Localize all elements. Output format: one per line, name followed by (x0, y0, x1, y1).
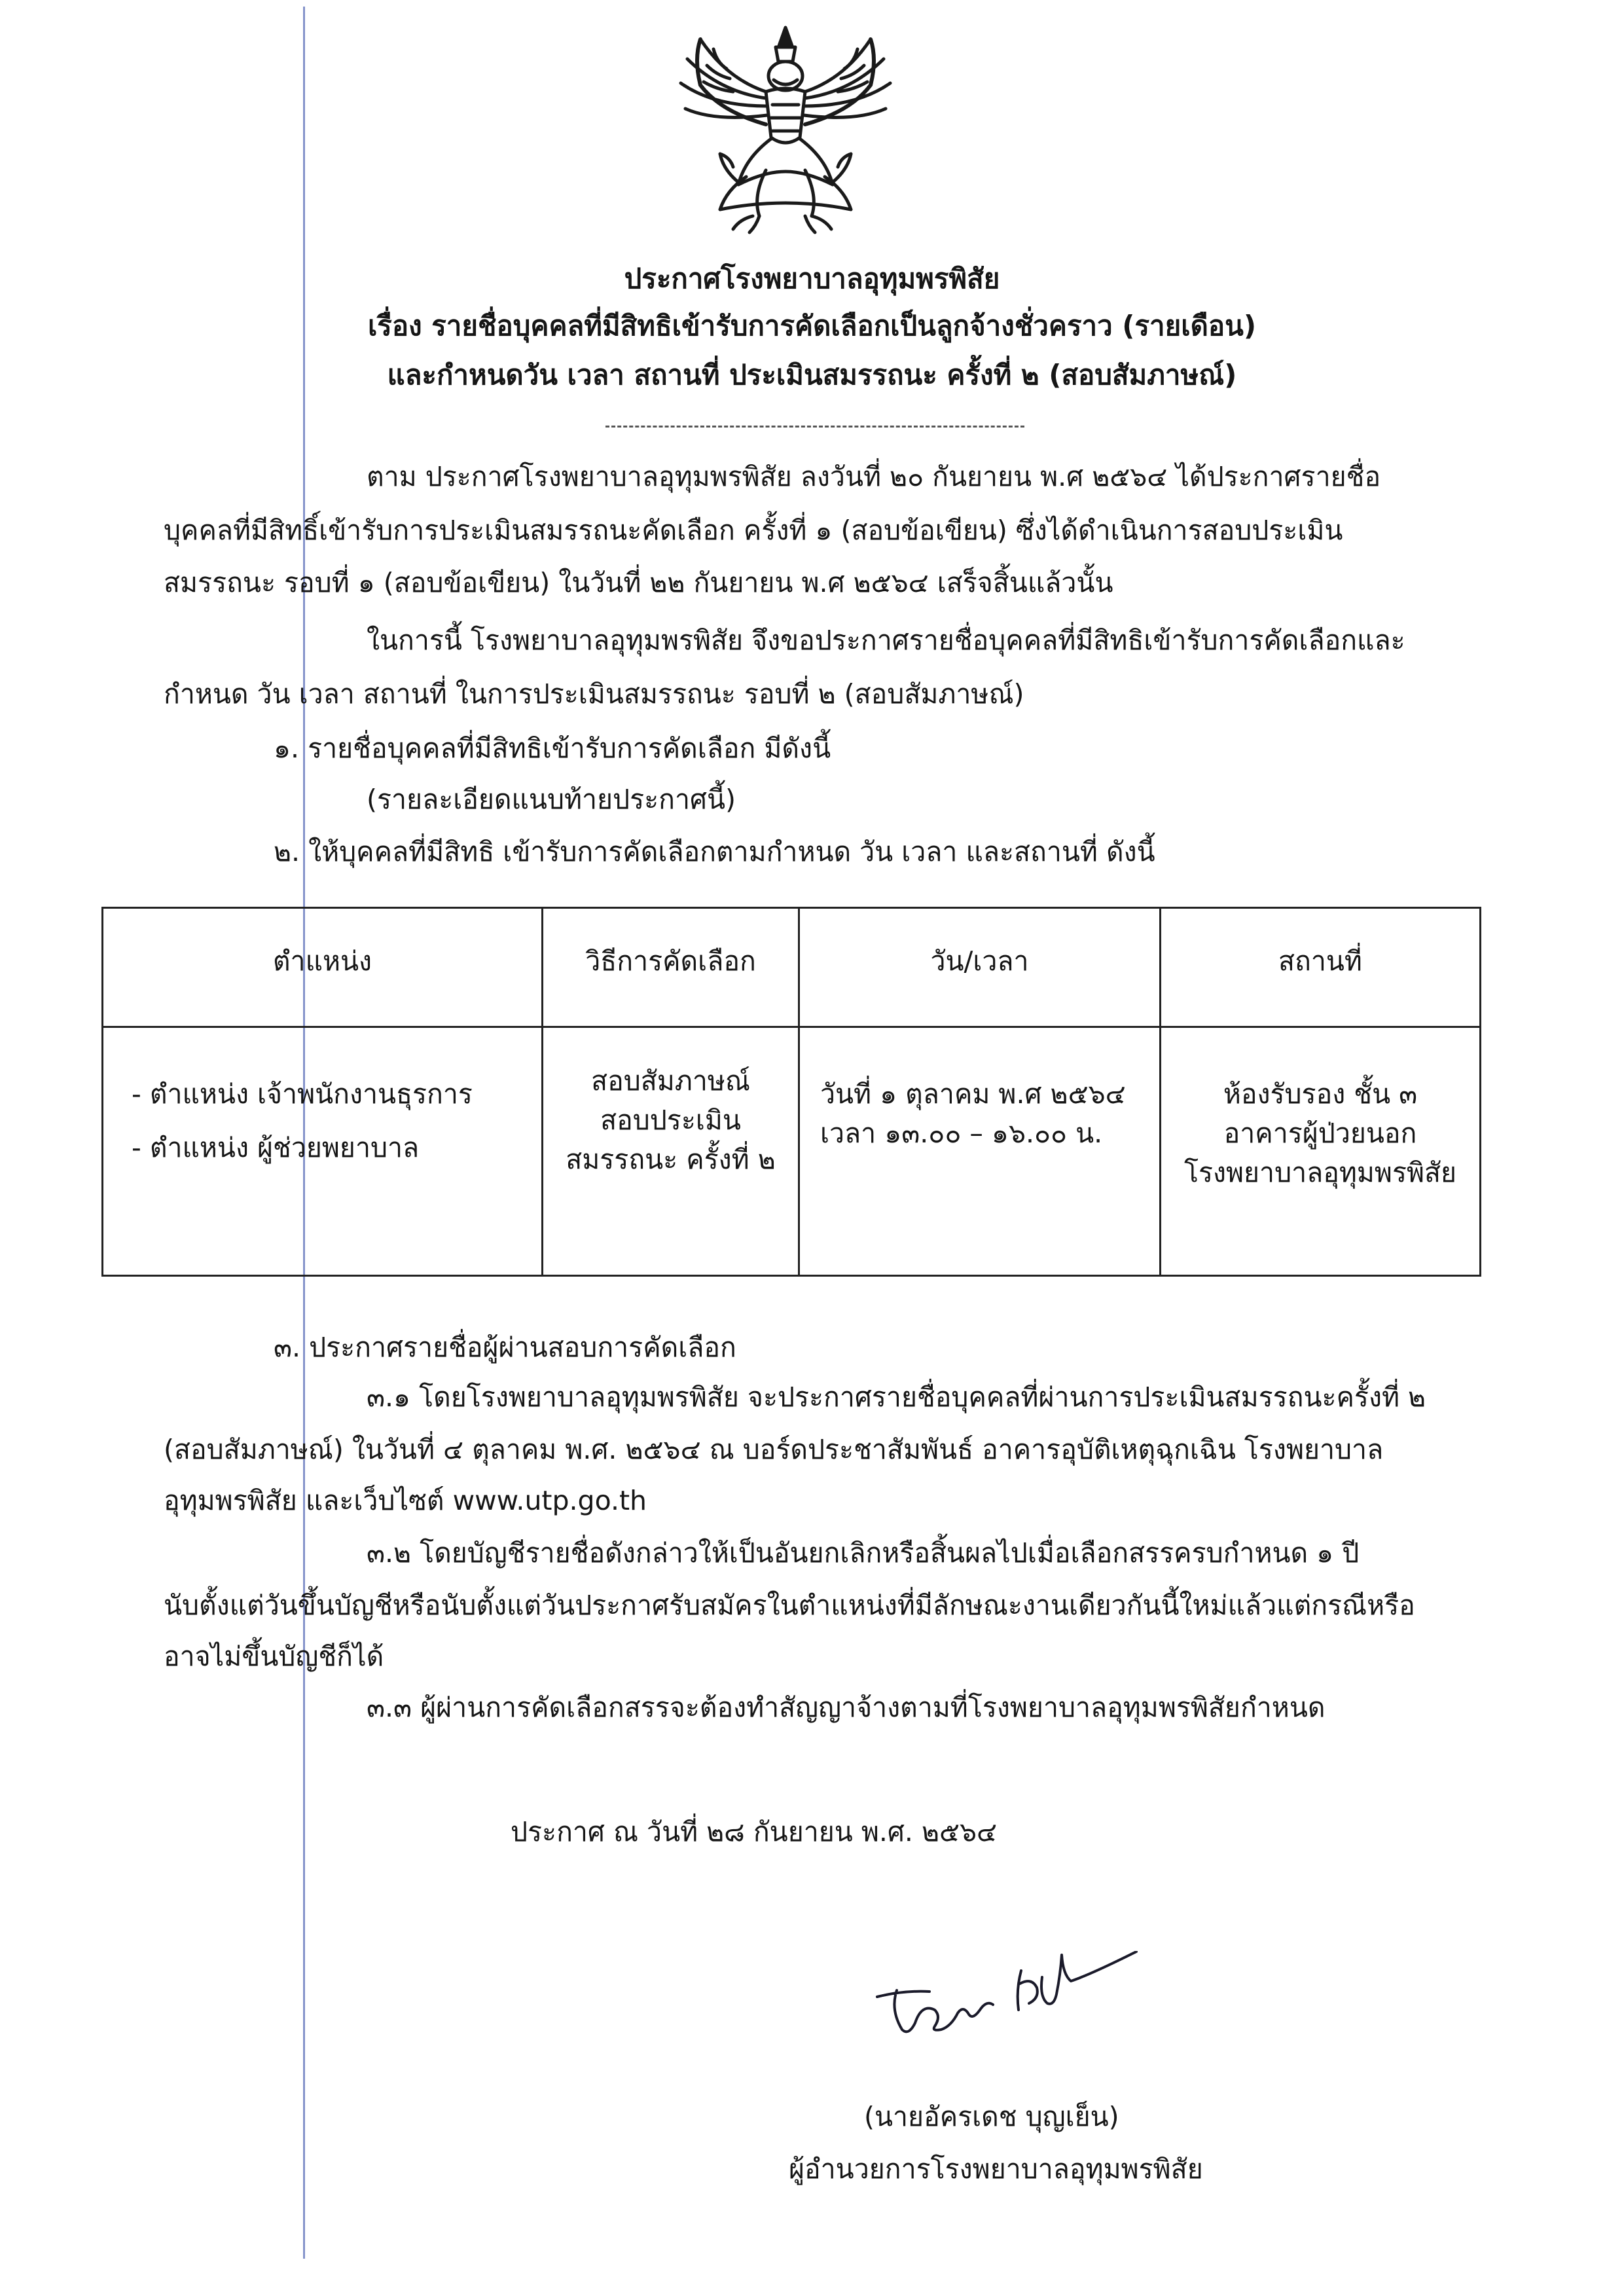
method-line-3: สมรรถนะ ครั้งที่ ๒ (566, 1144, 776, 1175)
datetime-line-1: วันที่ ๑ ตุลาคม พ.ศ ๒๕๖๔ (820, 1078, 1126, 1110)
p33-line: ๓.๓ ผู้ผ่านการคัดเลือกสรรจะต้องทำสัญญาจ้างตามที่โรงพยาบาลอุทุมพรพิสัยกำหนด (367, 1692, 1326, 1723)
place-line-2: อาคารผู้ป่วยนอก (1223, 1118, 1417, 1149)
item-1-note: (รายละเอียดแนบท้ายประกาศนี้) (367, 784, 736, 815)
method-line-1: สอบสัมภาษณ์ (591, 1065, 750, 1097)
p31-line-2: (สอบสัมภาษณ์) ในวันที่ ๔ ตุลาคม พ.ศ. ๒๕๖๔ ณ บอร์ดประชาสัมพันธ์ อาคารอุบัติเหตุฉุกเฉิน โรงพยาบาล (164, 1434, 1384, 1465)
cell-method (543, 1027, 799, 1276)
title-line-1: ประกาศโรงพยาบาลอุทุมพรพิสัย (624, 263, 1000, 295)
datetime-line-2: เวลา ๑๓.๐๐ – ๑๖.๐๐ น. (820, 1118, 1103, 1149)
signer-title: ผู้อำนวยการโรงพยาบาลอุทุมพรพิสัย (789, 2153, 1203, 2185)
para1-line-1: ตาม ประกาศโรงพยาบาลอุทุมพรพิสัย ลงวันที่ ๒๐ กันยายน พ.ศ ๒๕๖๔ ได้ประกาศรายชื่อ (367, 461, 1381, 492)
schedule-table (101, 907, 1481, 1277)
position-1: - ตำแหน่ง เจ้าพนักงานธุรการ (132, 1078, 473, 1110)
item-1: ๑. รายชื่อบุคคลที่มีสิทธิเข้ารับการคัดเลือก มีดังนี้ (274, 733, 831, 764)
p32-line-2: นับตั้งแต่วันขึ้นบัญชีหรือนับตั้งแต่วันประกาศรับสมัครในตำแหน่งที่มีลักษณะงานเดียวกันนี้ใหม่แล้วแต่กรณีหรือ (164, 1590, 1415, 1621)
cell-positions (103, 1027, 543, 1276)
signer-name: (นายอัครเดช บุญเย็น) (864, 2101, 1119, 2132)
section3-heading: ๓. ประกาศรายชื่อผู้ผ่านสอบการคัดเลือก (274, 1332, 736, 1363)
place-line-3: โรงพยาบาลอุทุมพรพิสัย (1183, 1157, 1457, 1188)
place-line-1: ห้องรับรอง ชั้น ๓ (1223, 1078, 1418, 1110)
p31-line-1: ๓.๑ โดยโรงพยาบาลอุทุมพรพิสัย จะประกาศรายชื่อบุคคลที่ผ่านการประเมินสมรรถนะครั้งที่ ๒ (367, 1381, 1426, 1413)
header-place: สถานที่ (1161, 908, 1481, 1027)
title-line-2: เรื่อง รายชื่อบุคคลที่มีสิทธิเข้ารับการคัดเลือกเป็นลูกจ้างชั่วคราว (รายเดือน) (367, 310, 1257, 342)
announce-date: ประกาศ ณ วันที่ ๒๘ กันยายน พ.ศ. ๒๕๖๔ (511, 1816, 998, 1848)
title-divider (605, 426, 1024, 428)
para2-line-2: กำหนด วัน เวลา สถานที่ ในการประเมินสมรรถนะ รอบที่ ๒ (สอบสัมภาษณ์) (164, 678, 1024, 710)
p32-line-1: ๓.๒ โดยบัญชีรายชื่อดังกล่าวให้เป็นอันยกเลิกหรือสิ้นผลไปเมื่อเลือกสรรครบกำหนด ๑ ปี (367, 1537, 1360, 1569)
header-position: ตำแหน่ง (103, 908, 543, 1027)
garuda-emblem-icon (668, 20, 903, 242)
title-line-3: และกำหนดวัน เวลา สถานที่ ประเมินสมรรถนะ ครั้งที่ ๒ (สอบสัมภาษณ์) (387, 359, 1237, 391)
table-header-row (103, 908, 1481, 1027)
item-2: ๒. ให้บุคคลที่มีสิทธิ เข้ารับการคัดเลือกตามกำหนด วัน เวลา และสถานที่ ดังนี้ (274, 836, 1155, 867)
p31-line-3: อุทุมพรพิสัย และเว็บไซต์ www.utp.go.th (164, 1485, 647, 1516)
method-line-2: สอบประเมิน (600, 1104, 741, 1136)
table-row (103, 1027, 1481, 1276)
position-2: - ตำแหน่ง ผู้ช่วยพยาบาล (132, 1132, 420, 1163)
signature-icon (871, 1951, 1172, 2049)
cell-datetime (799, 1027, 1161, 1276)
header-method: วิธีการคัดเลือก (543, 908, 799, 1027)
header-datetime: วัน/เวลา (799, 908, 1161, 1027)
cell-place (1161, 1027, 1481, 1276)
para1-line-2: บุคคลที่มีสิทธิ์เข้ารับการประเมินสมรรถนะคัดเลือก ครั้งที่ ๑ (สอบข้อเขียน) ซึ่งได้ดำเนินการสอบประเมิน (164, 515, 1343, 546)
para1-line-3: สมรรถนะ รอบที่ ๑ (สอบข้อเขียน) ในวันที่ ๒๒ กันยายน พ.ศ ๒๕๖๔ เสร็จสิ้นแล้วนั้น (164, 567, 1113, 598)
p32-line-3: อาจไม่ขึ้นบัญชีก็ได้ (164, 1641, 384, 1672)
para2-line-1: ในการนี้ โรงพยาบาลอุทุมพรพิสัย จึงขอประกาศรายชื่อบุคคลที่มีสิทธิเข้ารับการคัดเลือกและ (367, 625, 1405, 656)
